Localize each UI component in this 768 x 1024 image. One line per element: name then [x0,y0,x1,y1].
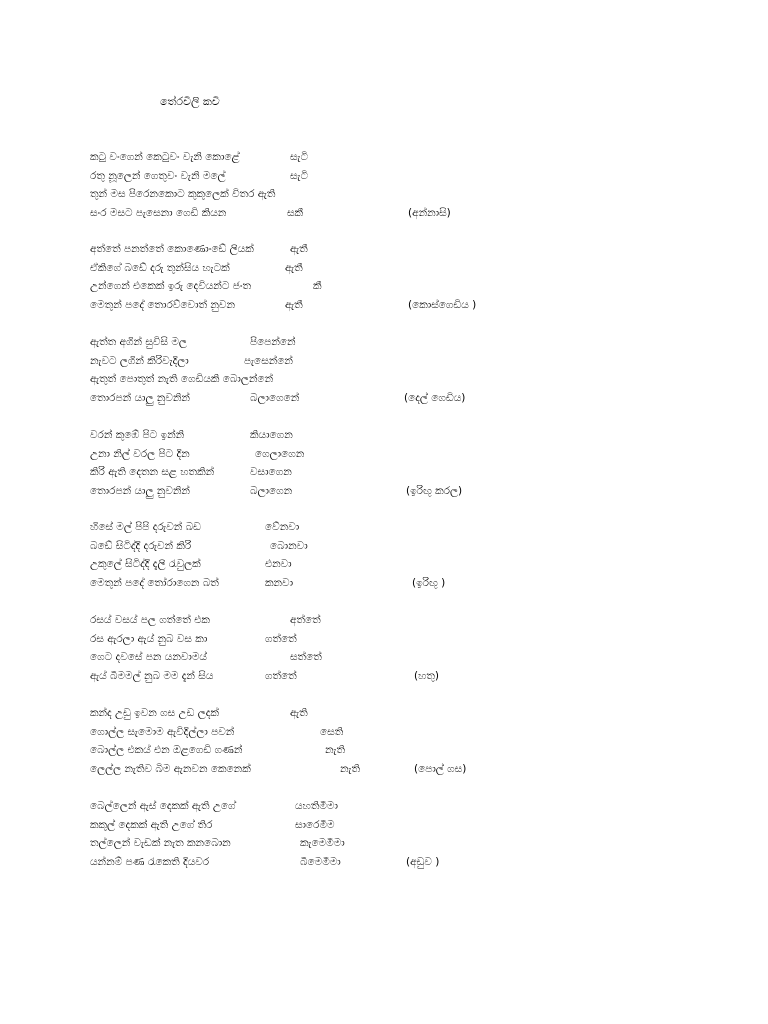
riddle-line-ending: බලාගෙනේ [250,391,300,404]
riddle-line [90,518,510,537]
riddle-stanza [90,611,510,685]
riddle-line-ending: නැති [340,762,360,775]
riddle-line-text: කන්ද උඩු ඉවන ගස උඩ ලදක් [90,707,219,719]
riddle-line [90,834,510,853]
riddle-stanza [90,148,510,222]
riddle-line-ending: පැසෙන්නේ [244,354,293,367]
riddle-line-text: බඩේ සිටිද්දි දරුවන් කිරි [90,539,192,552]
riddle-answer: (අන්නාසි) [408,206,451,219]
riddle-line-ending: බලාගෙන [250,484,293,497]
riddle-line-text: ඇතුත් පොතුත් නැති ගෙඩියකි බොලන්නේ [90,373,274,385]
riddle-line-ending: කනවා [265,576,294,589]
riddle-line-text: වරන් කුඹේ පිට ඉන්නි [90,429,185,441]
riddle-answer: (පොල් ගස) [414,762,467,775]
riddle-line-ending: සාරෙමීම [295,818,335,831]
riddle-line-ending: කියාගෙන [250,429,293,441]
riddle-line-text: ලෙල්ල නැතිව බිම ඇනවන කෙනෙක් [90,762,251,775]
riddle-line-ending: සත්තේ [290,651,322,663]
riddle-line [90,574,510,593]
riddle-line-ending: ගත්තේ [265,669,297,682]
riddle-line-text: තොරපන් යාලු නුවනින් [90,391,190,404]
riddle-stanza [90,518,510,592]
riddle-line-ending: සැටි [290,169,309,182]
riddle-line-text: යන්නම් පණ රැකෙති දියවර [90,855,210,868]
riddle-answer: (ඉරිඟු කරල) [406,484,463,497]
riddle-line-text: උන්ගෙන් එකෙක් ඉරු දෙවියන්ට ජංත [90,280,252,292]
riddle-line-ending: වේනවා [265,521,300,533]
riddle-line [90,185,510,204]
riddle-line [90,760,510,779]
riddle-line-text: හිසේ මල් පිපි දරුවන් බඩ [90,521,201,533]
page-title: තේරවිලි කවි [160,95,220,108]
riddle-answer: (අඩුව ) [406,855,440,868]
riddle-line-text: සංර මසට පැසෙනා ගෙඩි කියන [90,206,227,219]
riddle-line-ending: ගෙලාගෙන [255,447,305,460]
riddle-line-text: මෙතුන් පදේ තෝරාගෙන බත් [90,576,219,589]
riddle-line-text: බොල්ල එකය් එන ඔළගෙඩි ගණන් [90,744,243,756]
riddle-line [90,333,510,352]
riddle-line-text: තුන් මස පිරෙනකොට කුකුලෙක් විතර ඇති [90,188,276,200]
riddle-line-text: ඇය් බීමමල් නුබ මම දැන් සිය [90,669,214,682]
riddle-line [90,797,510,816]
riddle-line [90,723,510,742]
riddle-line [90,704,510,723]
riddle-line-ending: නැති [325,744,345,756]
riddle-line-ending: බොනවා [270,539,308,552]
riddle-answer: (දෙල් ගෙඩිය) [404,391,466,404]
riddle-answer: (හතු) [414,669,439,682]
riddle-line [90,426,510,445]
riddle-line-ending: අත්තේ [290,614,321,626]
riddle-line-text: ඒකිගේ බඩේ දරු තුන්සිය හැටක් [90,261,230,274]
riddle-line-ending: වසාගෙන [250,466,292,478]
riddle-line-text: මෙතුන් පදේ තොරව්වොත් නුවන [90,298,235,311]
riddle-line [90,167,510,186]
riddle-line-text: කටු වංගෙන් කෙටුවං වැනි කොළේ [90,151,240,163]
riddle-line-ending: සකී [287,206,304,219]
riddle-line-text: උකුලේ සිටිද්දි දැලි රැවුලක් [90,558,201,570]
riddle-line [90,445,510,464]
riddle-line-text: ඇත්ත අගින් සුවිසි මල [90,336,187,348]
riddle-line [90,630,510,649]
riddle-line-ending: සෙති [320,725,344,738]
riddle-line [90,853,510,872]
riddle-stanza [90,426,510,500]
riddle-line [90,463,510,482]
riddle-line [90,648,510,667]
riddle-line-ending: ගත්තේ [265,632,297,645]
riddle-line [90,389,510,408]
riddle-line-text: රස ඇරලා ඇය් නුබ වස කා [90,632,208,645]
riddle-line [90,611,510,630]
riddle-line [90,296,510,315]
riddle-line-ending: කැමෙමීමා [300,837,345,849]
riddle-line-ending: සැටි [290,151,309,163]
riddle-stanza [90,333,510,407]
riddle-line-text: තල්ලෙන් වැඩක් නැත කනබොන [90,837,231,849]
riddle-line-ending: ඇතී [285,298,303,311]
riddle-line-ending: ඇති [290,707,308,719]
riddle-line [90,816,510,835]
riddle-line [90,259,510,278]
riddle-line [90,148,510,167]
riddle-line-text: කකුල් දෙකක් ඇති උගේ තිර [90,818,213,831]
riddle-line-text: නැවට ලගින් කිරිවැදිලා [90,354,189,367]
riddle-answer: (ඉරිඟු ) [412,576,446,589]
riddle-line [90,370,510,389]
riddle-line-text: රසය් වසය් පල ගත්තේ එක [90,614,210,626]
riddle-line-text: කිරි ඇති දෙතන සළ හතකින් [90,466,215,478]
riddle-line-text: රතු නූලෙන් ගෙතුවං වැනි මලේ [90,169,226,182]
riddle-line-ending: පිපෙන්නේ [250,336,296,348]
riddle-line-text: උනා නිල් වරල පිට දින [90,447,190,460]
riddle-line-ending: බීමෙමීමා [300,855,341,868]
riddle-line [90,240,510,259]
riddle-line [90,277,510,296]
riddle-stanza [90,797,510,871]
riddle-line-text: ගෙට දවසේ පන යනවාමය් [90,651,207,663]
riddle-line-ending: යහතිමීමා [295,800,338,812]
riddle-line-text: තොරපන් යාලු නුවනින් [90,484,190,497]
riddle-line-text: ගොල්ල සැමොම ඇවිදිල්ලා පවන් [90,725,235,738]
riddle-line-ending: එනවා [265,558,292,570]
riddle-line-ending: ඇතී [285,261,303,274]
riddle-line [90,741,510,760]
riddle-answer: (කොස්ගෙඩිය ) [408,298,477,311]
riddle-line-ending: ඇතී [290,243,308,255]
riddle-line [90,537,510,556]
riddle-line [90,667,510,686]
riddle-line-text: අත්තේ පනත්තේ කොණොංඩේ ලියක් [90,243,254,255]
riddle-line-text: බෙල්ලෙන් ඇස් දෙකක් ඇති උගේ [90,800,236,812]
riddle-line-ending: කී [313,280,322,292]
riddle-line [90,352,510,371]
riddle-line [90,555,510,574]
riddle-line [90,482,510,501]
riddle-line [90,204,510,223]
riddle-stanza [90,240,510,314]
riddle-stanza [90,704,510,778]
